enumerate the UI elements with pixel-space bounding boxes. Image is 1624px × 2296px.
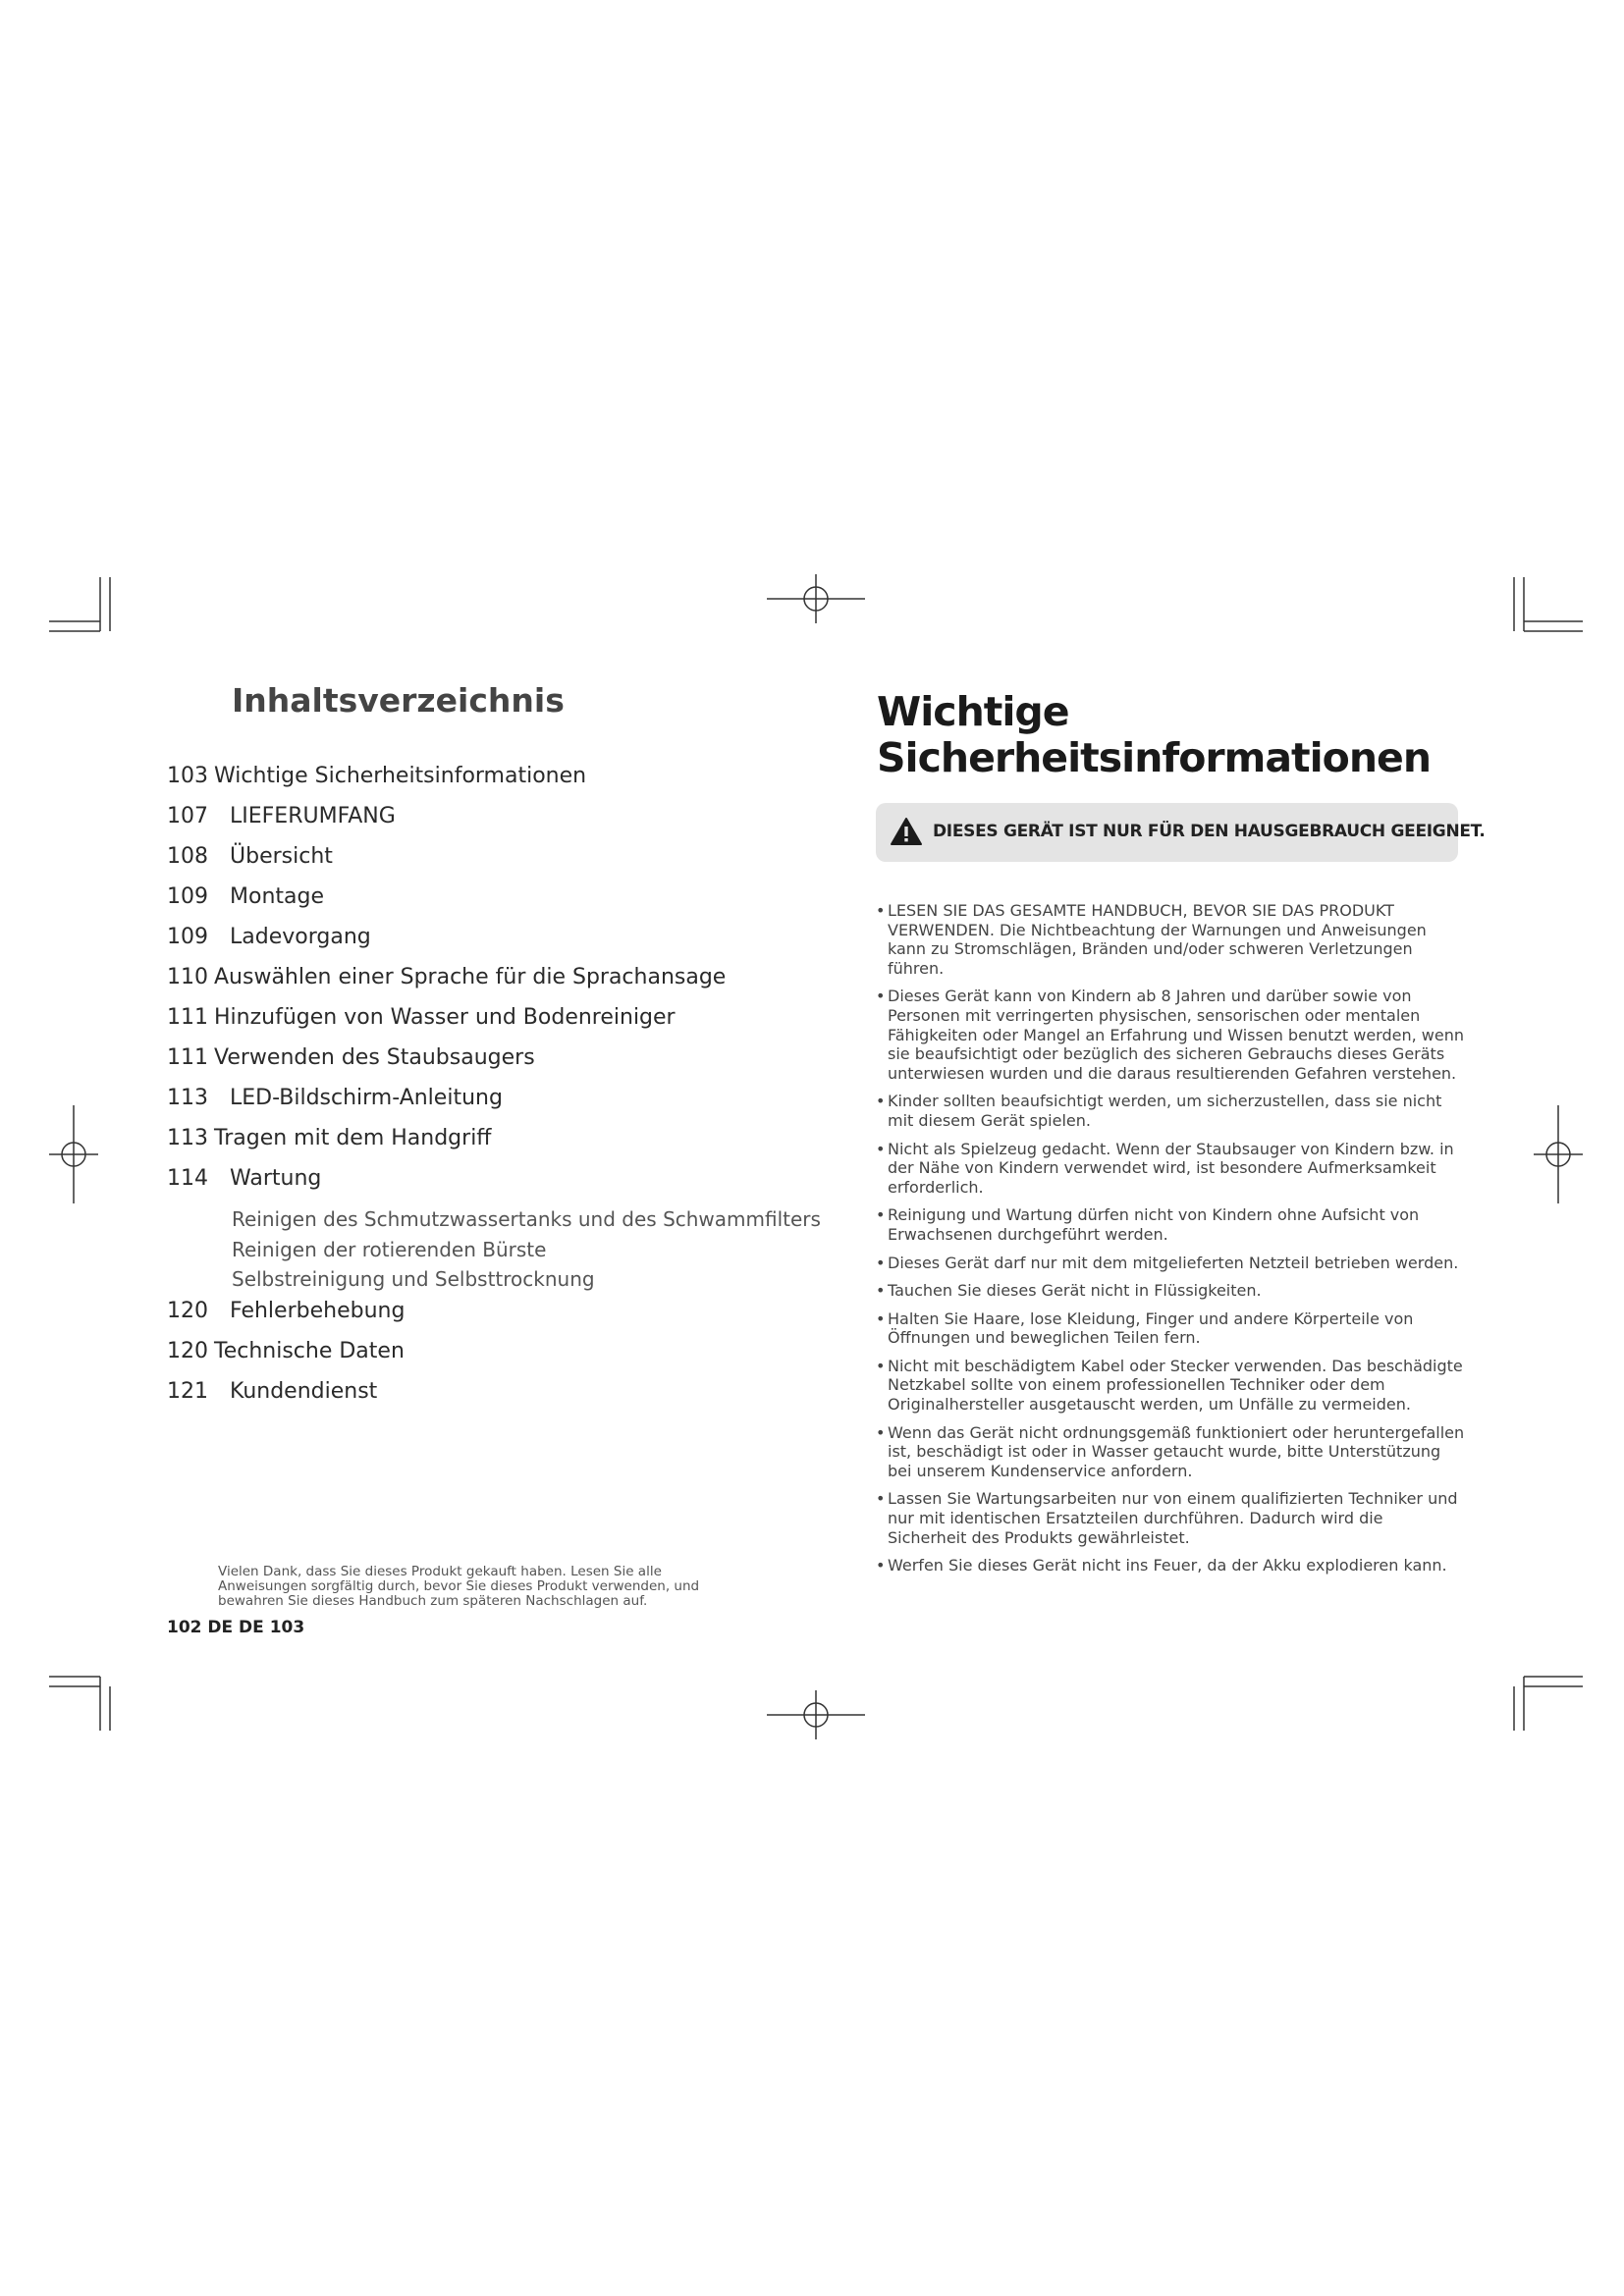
household-warning-box [876,803,1486,862]
toc-entry[interactable] [167,1045,535,1075]
warning-triangle-icon [890,817,923,846]
toc-entry[interactable] [167,1339,405,1368]
toc-entry-label: Kundendienst [230,1379,378,1404]
safety-bullet: • Nicht als Spielzeug gedacht. Wenn der Staubsauger von Kindern bzw. in der Nähe von Kindern verwendet wird, ist besondere Aufmerksamkeit erforderlich. [876,1140,1465,1198]
toc-entry-label: Auswählen einer Sprache für die Sprachansage [214,965,727,989]
household-warning-text: DIESES GERÄT IST NUR FÜR DEN HAUSGEBRAUCH GEEIGNET. [933,822,1486,841]
safety-bullet: • Reinigung und Wartung dürfen nicht von Kindern ohne Aufsicht von Erwachsenen durchgeführt werden. [876,1205,1465,1244]
toc-entry[interactable] [167,1299,405,1328]
toc-entry-label: Montage [230,884,324,909]
safety-bullet: • Kinder sollten beaufsichtigt werden, um sicherzustellen, dass sie nicht mit diesem Gerät spielen. [876,1092,1465,1130]
toc-page-number: 109 [167,884,208,909]
toc-sub-entry[interactable]: Reinigen der rotierenden Bürste [232,1238,547,1261]
thank-you-note: Vielen Dank, dass Sie dieses Produkt gekauft haben. Lesen Sie alle Anweisungen sorgfältig durch, bevor Sie dieses Produkt verwenden, und bewahren Sie dieses Handbuch zum späteren Nachschlagen auf. [218,1564,700,1609]
toc-page-number: 113 [167,1126,208,1150]
toc-page-number: 113 [167,1086,208,1110]
safety-bullet-list [876,901,1465,1584]
toc-entry-label: Fehlerbehebung [230,1299,406,1323]
toc-entry-label: Wartung [230,1166,322,1191]
safety-title [877,689,1431,781]
safety-bullet: • Dieses Gerät darf nur mit dem mitgelieferten Netzteil betrieben werden. [876,1254,1465,1273]
toc-entry[interactable] [167,1086,503,1115]
safety-bullet: • Lassen Sie Wartungsarbeiten nur von einem qualifizierten Techniker und nur mit identischen Ersatzteilen durchführen. Dadurch wird die Sicherheit des Produkts gewährleistet. [876,1489,1465,1547]
toc-page-number: 103 [167,764,208,788]
toc-entry[interactable] [167,844,333,874]
toc-entry-label: Hinzufügen von Wasser und Bodenreiniger [214,1005,676,1030]
toc-entry-label: Technische Daten [214,1339,405,1363]
safety-bullet: • LESEN SIE DAS GESAMTE HANDBUCH, BEVOR SIE DAS PRODUKT VERWENDEN. Die Nichtbeachtung der Warnungen und Anweisungen kann zu Stromschlägen, Bränden und/oder schweren Verletzungen führen. [876,901,1465,978]
toc-page-number: 121 [167,1379,208,1404]
toc-entry[interactable] [167,764,586,793]
safety-bullet: • Werfen Sie dieses Gerät nicht ins Feuer, da der Akku explodieren kann. [876,1556,1465,1575]
toc-entry-label: Übersicht [230,844,333,869]
toc-entry-label: LIEFERUMFANG [230,804,396,828]
toc-entry-label: LED-Bildschirm-Anleitung [230,1086,503,1110]
toc-page-number: 108 [167,844,208,869]
safety-title-line-1: Wichtige [877,688,1069,735]
toc-page-number: 111 [167,1005,208,1030]
toc-page-number: 111 [167,1045,208,1070]
safety-bullet: • Wenn das Gerät nicht ordnungsgemäß funktioniert oder heruntergefallen ist, beschädigt ist oder in Wasser getaucht wurde, bitte Unterstützung bei unserem Kundenservice anfordern. [876,1423,1465,1481]
safety-title-line-2: Sicherheitsinformationen [877,734,1432,781]
toc-page-number: 120 [167,1299,208,1323]
toc-page-number: 107 [167,804,208,828]
toc-entry[interactable] [167,1005,676,1035]
toc-sub-entry[interactable]: Reinigen des Schmutzwassertanks und des Schwammfilters [232,1207,821,1231]
safety-bullet: • Tauchen Sie dieses Gerät nicht in Flüssigkeiten. [876,1281,1465,1301]
toc-page-number: 114 [167,1166,208,1191]
toc-entry-label: Ladevorgang [230,925,371,949]
toc-entry-label: Tragen mit dem Handgriff [214,1126,492,1150]
safety-bullet: • Nicht mit beschädigtem Kabel oder Stecker verwenden. Das beschädigte Netzkabel sollte von einem professionellen Techniker oder dem Originalhersteller ausgetauscht werden, um Unfälle zu vermeiden. [876,1357,1465,1415]
toc-entry[interactable] [167,925,371,954]
toc-entry[interactable] [167,884,324,914]
toc-sub-entry[interactable]: Selbstreinigung und Selbsttrocknung [232,1267,595,1291]
toc-page-number: 109 [167,925,208,949]
page-numbers: 102 DE DE 103 [167,1618,305,1637]
toc-entry[interactable] [167,804,396,833]
toc-entry-label: Wichtige Sicherheitsinformationen [214,764,587,788]
toc-entry[interactable] [167,965,726,994]
toc-page-number: 120 [167,1339,208,1363]
toc-title: Inhaltsverzeichnis [232,681,565,720]
toc-entry[interactable] [167,1166,321,1196]
safety-bullet: • Dieses Gerät kann von Kindern ab 8 Jahren und darüber sowie von Personen mit verringerten physischen, sensorischen oder mentalen Fähigkeiten oder Mangel an Erfahrung und Wissen benutzt werden, wenn sie beaufsichtigt oder bezüglich des sicheren Gebrauchs dieses Geräts unterwiesen wurden und die daraus resultierenden Gefahren verstehen. [876,987,1465,1083]
toc-entry[interactable] [167,1379,377,1409]
toc-entry[interactable] [167,1126,491,1155]
safety-bullet: • Halten Sie Haare, lose Kleidung, Finger und andere Körperteile von Öffnungen und beweglichen Teilen fern. [876,1309,1465,1348]
toc-entry-label: Verwenden des Staubsaugers [214,1045,535,1070]
toc-page-number: 110 [167,965,208,989]
